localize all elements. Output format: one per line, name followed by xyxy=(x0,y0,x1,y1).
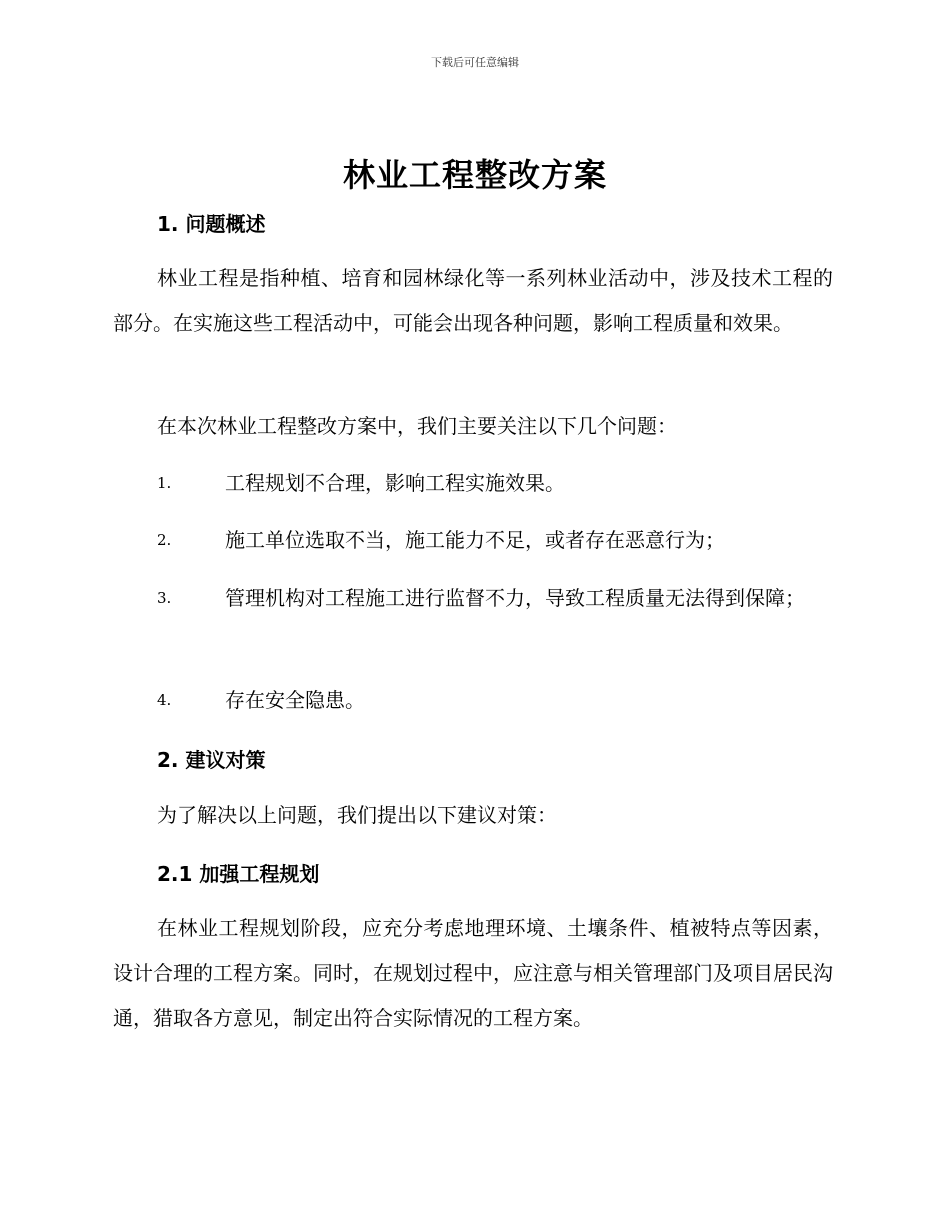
list-item-text: 存在安全隐患。 xyxy=(225,688,365,712)
list-item-text: 工程规划不合理，影响工程实施效果。 xyxy=(225,471,565,495)
subsection-2-1-paragraph: 在林业工程规划阶段，应充分考虑地理环境、土壤条件、植被特点等因素，设计合理的工程方案。同时，在规划过程中，应注意与相关管理部门及项目居民沟通，猎取各方意见，制定出符合实际情况的工程方案。 xyxy=(113,916,833,1030)
list-item-number: 2. xyxy=(157,531,172,549)
section-2-heading: 2. 建议对策 xyxy=(157,748,266,772)
list-item xyxy=(113,679,833,722)
list-item-number: 3. xyxy=(157,589,172,607)
list-item-text: 施工单位选取不当，施工能力不足，或者存在恶意行为； xyxy=(225,528,725,552)
subsection-2-1-heading: 2.1 加强工程规划 xyxy=(157,862,320,886)
section-1-paragraph-2: 在本次林业工程整改方案中，我们主要关注以下几个问题： xyxy=(157,414,677,438)
list-item-number: 4. xyxy=(157,691,172,709)
list-item-number: 1. xyxy=(157,474,172,492)
list-item-text: 管理机构对工程施工进行监督不力，导致工程质量无法得到保障； xyxy=(225,586,805,610)
list-item xyxy=(113,577,833,620)
list-item xyxy=(113,519,833,562)
section-1-paragraph-1: 林业工程是指种植、培育和园林绿化等一系列林业活动中，涉及技术工程的部分。在实施这些工程活动中，可能会出现各种问题，影响工程质量和效果。 xyxy=(113,266,833,335)
section-1-heading: 1. 问题概述 xyxy=(157,212,266,236)
document-title: 林业工程整改方案 xyxy=(342,156,607,194)
page-header: 下载后可任意编辑 xyxy=(431,56,519,69)
section-2-intro: 为了解决以上问题，我们提出以下建议对策： xyxy=(157,803,557,827)
list-item xyxy=(113,462,833,505)
